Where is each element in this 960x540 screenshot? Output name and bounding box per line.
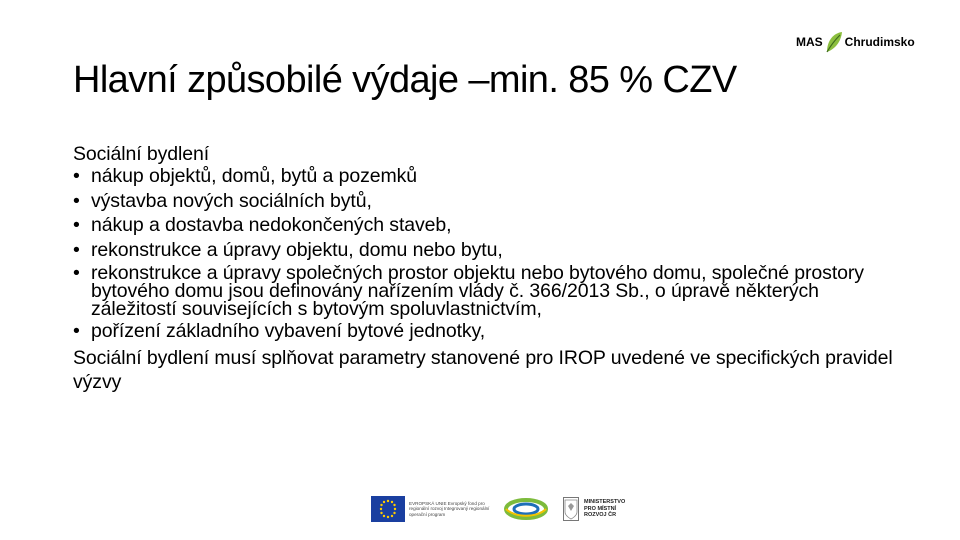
footer-logos bbox=[371, 494, 625, 524]
list-item bbox=[73, 215, 893, 237]
mmr-line: MINISTERSTVO bbox=[584, 499, 626, 506]
logo-right-text: Chrudimsko bbox=[844, 35, 915, 49]
section-heading: Sociální bydlení bbox=[73, 143, 210, 165]
list-item-text: pořízení základního vybavení bytové jednotky, bbox=[91, 320, 486, 342]
list-item-text: výstavba nových sociálních bytů, bbox=[91, 189, 372, 212]
bullet-glyph: • bbox=[73, 238, 80, 261]
slide-body bbox=[73, 142, 893, 394]
list-item bbox=[73, 191, 893, 213]
eu-caption: EVROPSKÁ UNIE Evropský fond pro regionální rozvoj Integrovaný regionální operační program bbox=[409, 500, 490, 517]
bullet-list bbox=[73, 166, 893, 343]
logo-left-text: MAS bbox=[796, 35, 823, 49]
bullet-glyph: • bbox=[73, 214, 80, 236]
slide-title: Hlavní způsobilé výdaje –min. 85 % CZV bbox=[73, 59, 737, 101]
mas-chrudimsko-logo bbox=[796, 26, 915, 58]
irop-logo-icon bbox=[503, 496, 549, 522]
closing-paragraph: Sociální bydlení musí splňovat parametry stanovené pro IROP uvedené ve specifických pravidel výzvy bbox=[73, 346, 893, 393]
list-item bbox=[73, 240, 893, 262]
list-item bbox=[73, 321, 893, 343]
mmr-line: ROZVOJ ČR bbox=[584, 512, 617, 519]
list-item bbox=[73, 264, 893, 318]
list-item-text: nákup objektů, domů, bytů a pozemků bbox=[91, 165, 418, 187]
eu-flag-icon bbox=[371, 496, 405, 522]
mmr-line: PRO MÍSTNÍ bbox=[584, 505, 617, 512]
list-item bbox=[73, 166, 893, 188]
bullet-glyph: • bbox=[73, 262, 80, 284]
mmr-caption bbox=[584, 499, 625, 519]
bullet-glyph: • bbox=[73, 320, 80, 342]
bullet-glyph: • bbox=[73, 165, 80, 187]
list-item-text: rekonstrukce a úpravy objektu, domu nebo bytu, bbox=[91, 238, 503, 261]
leaf-icon bbox=[824, 30, 844, 54]
mmr-crest-icon bbox=[563, 497, 579, 521]
list-item-text: nákup a dostavba nedokončených staveb, bbox=[91, 214, 452, 236]
bullet-glyph: • bbox=[73, 189, 80, 212]
list-item-text: rekonstrukce a úpravy společných prostor objektu nebo bytového domu, společné prostory bytového domu jsou definovány nařízením vlády č. 366/2013 Sb., o úpravě některých záležitostí souvisejících s bytovým spoluvlastnictvím, bbox=[91, 262, 864, 320]
